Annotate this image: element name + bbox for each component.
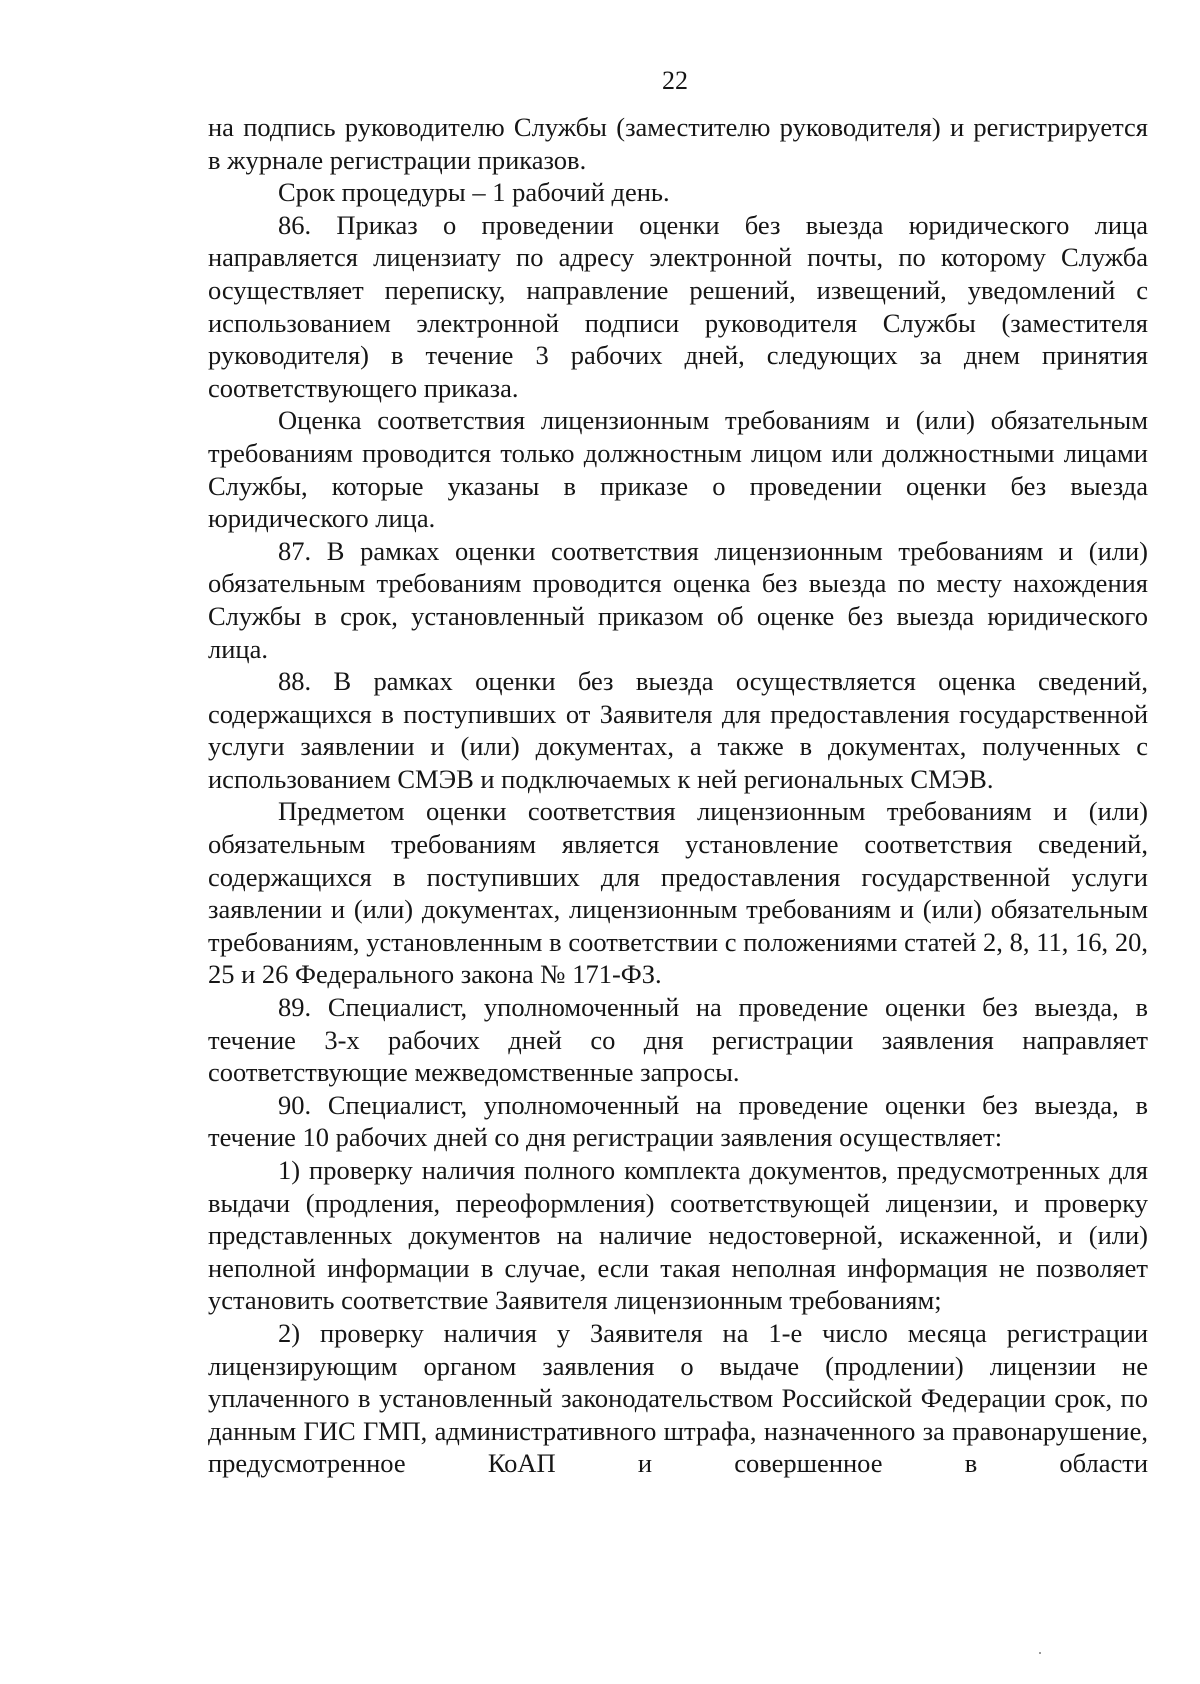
paragraph-assessment-subject: Предметом оценки соответствия лицензионным требованиям и (или) обязательным требованиям является установление соответствия сведений, содержащихся в поступивших для предоставления государственной услуги заявлении и (или) документах, лицензионным требованиям и (или) обязательным требованиям, установленным в соответствии с положениями статей 2, 8, 11, 16, 20, 25 и 26 Федерального закона № 171-ФЗ. [208, 796, 1148, 990]
paragraph-continuation: на подпись руководителю Службы (заместителю руководителя) и регистрируется в журнале регистрации приказов. [208, 112, 1148, 175]
paragraph-assessment-officials: Оценка соответствия лицензионным требованиям и (или) обязательным требованиям проводится только должностным лицом или должностными лицами Службы, которые указаны в приказе о проведении оценки без выезда юридического лица. [208, 405, 1148, 534]
paragraph-subitem-1: 1) проверку наличия полного комплекта документов, предусмотренных для выдачи (продления, переоформления) соответствующей лицензии, и проверку представленных документов на наличие недостоверной, искаженной, и (или) неполной информации в случае, если такая неполная информация не позволяет установить соответствие Заявителя лицензионным требованиям; [208, 1155, 1148, 1316]
paragraph-item-86: 86. Приказ о проведении оценки без выезда юридического лица направляется лицензиату по адресу электронной почты, по которому Служба осуществляет переписку, направление решений, извещений, уведомлений с использованием электронной подписи руководителя Службы (заместителя руководителя) в течение 3 рабочих дней, следующих за днем принятия соответствующего приказа. [208, 209, 1148, 403]
document-body [208, 111, 1148, 1480]
paragraph-procedure-term: Срок процедуры – 1 рабочий день. [278, 177, 670, 208]
paragraph-item-88: 88. В рамках оценки без выезда осуществляется оценка сведений, содержащихся в поступивших от Заявителя для предоставления государственной услуги заявлении и (или) документах, а также в документах, полученных с использованием СМЭВ и подключаемых к ней региональных СМЭВ. [208, 666, 1148, 794]
scan-dot-mark [1039, 1652, 1041, 1654]
paragraph-item-87: 87. В рамках оценки соответствия лицензионным требованиям и (или) обязательным требованиям проводится оценка без выезда по месту нахождения Службы в срок, установленный приказом об оценке без выезда юридического лица. [208, 535, 1148, 664]
page-number: 22 [662, 66, 688, 95]
paragraph-item-89: 89. Специалист, уполномоченный на проведение оценки без выезда, в течение 3-х рабочих дней со дня регистрации заявления направляет соответствующие межведомственные запросы. [208, 992, 1148, 1088]
paragraph-subitem-2: 2) проверку наличия у Заявителя на 1-е число месяца регистрации лицензирующим органом заявления о выдаче (продлении) лицензии не уплаченного в установленный законодательством Российской Федерации срок, по данным ГИС ГМП, административного штрафа, назначенного за правонарушение, предусмотренное КоАП и совершенное в области [208, 1317, 1148, 1479]
paragraph-item-90: 90. Специалист, уполномоченный на проведение оценки без выезда, в течение 10 рабочих дней со дня регистрации заявления осуществляет: [208, 1089, 1148, 1153]
